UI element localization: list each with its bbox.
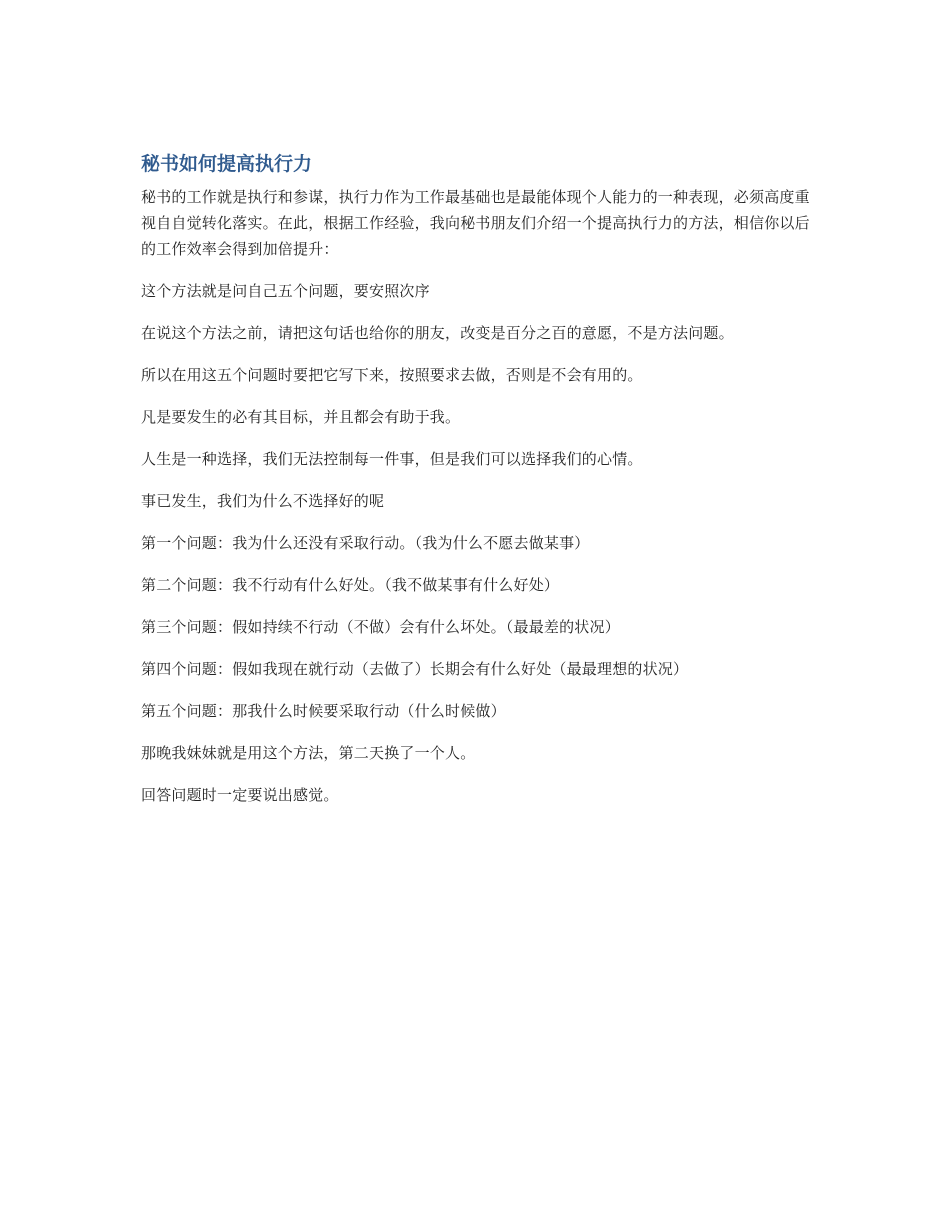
paragraph-question-1: 第一个问题：我为什么还没有采取行动。（我为什么不愿去做某事） xyxy=(141,534,590,552)
paragraph-sister: 那晚我妹妹就是用这个方法，第二天换了一个人。 xyxy=(141,744,476,762)
paragraph-note: 在说这个方法之前，请把这句话也给你的朋友，改变是百分之百的意愿，不是方法问题。 xyxy=(141,324,734,342)
paragraph-intro: 秘书的工作就是执行和参谋，执行力作为工作最基础也是最能体现个人能力的一种表现，必须高度重视自自觉转化落实。在此，根据工作经验，我向秘书朋友们介绍一个提高执行力的方法，相信你以后的工作效率会得到加倍提升： xyxy=(141,188,810,258)
paragraph-choice: 人生是一种选择，我们无法控制每一件事，但是我们可以选择我们的心情。 xyxy=(141,450,643,468)
paragraph-question-5: 第五个问题：那我什么时候要采取行动（什么时候做） xyxy=(141,702,506,720)
paragraph-happened: 事已发生，我们为什么不选择好的呢 xyxy=(141,492,385,510)
paragraph-question-2: 第二个问题：我不行动有什么好处。（我不做某事有什么好处） xyxy=(141,576,560,594)
paragraph-goal: 凡是要发生的必有其目标，并且都会有助于我。 xyxy=(141,408,461,426)
document-title: 秘书如何提高执行力 xyxy=(141,153,313,175)
paragraph-question-4: 第四个问题：假如我现在就行动（去做了）长期会有什么好处（最最理想的状况） xyxy=(141,660,689,678)
paragraph-method: 这个方法就是问自己五个问题，要安照次序 xyxy=(141,282,430,300)
paragraph-feeling: 回答问题时一定要说出感觉。 xyxy=(141,786,339,804)
paragraph-write-down: 所以在用这五个问题时要把它写下来，按照要求去做，否则是不会有用的。 xyxy=(141,366,643,384)
document-page xyxy=(141,150,821,808)
paragraph-question-3: 第三个问题：假如持续不行动（不做）会有什么坏处。（最最差的状况） xyxy=(141,618,620,636)
